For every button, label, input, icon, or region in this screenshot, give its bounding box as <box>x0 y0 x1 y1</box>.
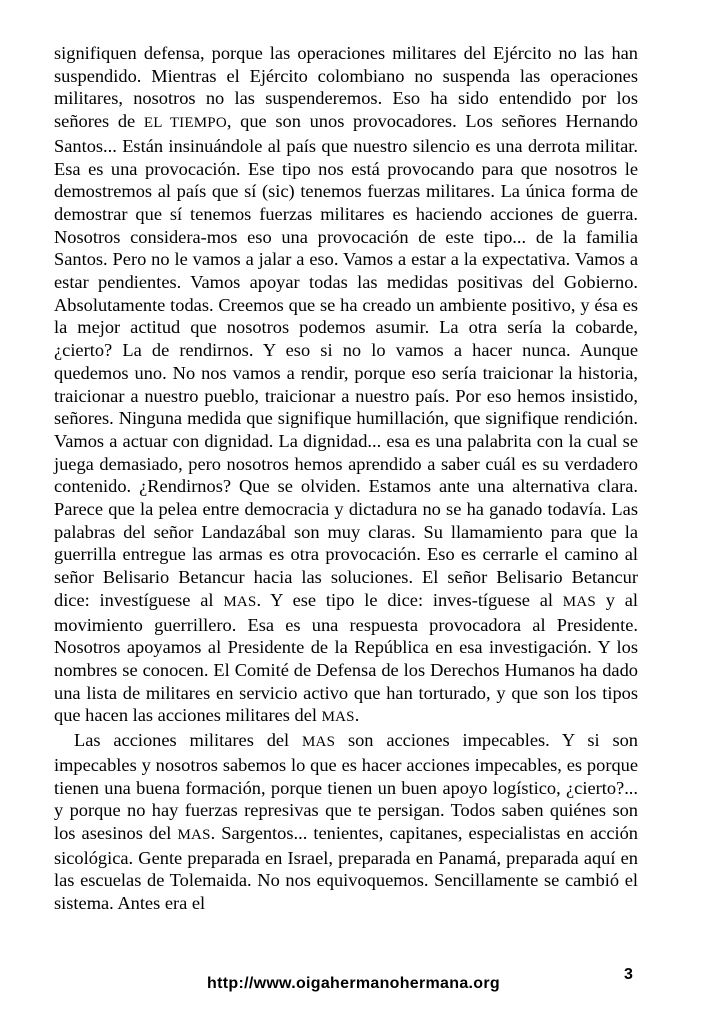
text-run: . Sargentos... tenientes, capitanes, especialistas en acción sicológica. Gente preparada en Israel, preparada en Panamá, preparada aquí en las escuelas de Tolemaida. No nos equivoquemos. Sencillamente se cambió el sistema. Antes era el <box>54 822 638 914</box>
acronym-mas: MAS <box>562 593 596 610</box>
newspaper-name: EL TIEMPO <box>143 115 227 132</box>
text-run: signifiquen defensa, porque las operaciones militares del Ejército no las han suspendido. Mientras el Ejército colombiano no suspenda las operaciones militares, nosotros no las suspenderemos. Eso ha sido entendido por los señores de <box>54 43 638 132</box>
text-run: . <box>354 705 360 726</box>
acronym-mas: MAS <box>177 826 211 843</box>
text-run: , que son unos provocadores. Los señores Hernando Santos... Están insinuándole al país que nuestro silencio es una derrota militar. Esa es una provocación. Ese tipo nos está provocando para que nosotros le demostremos al país que sí (sic) tenemos fuerzas militares. La única forma de demostrar que sí tenemos fuerzas militares es haciendo acciones de guerra. Nosotros considera-mos eso una provocación de este tipo... de la familia Santos. Pero no le vamos a jalar a eso. Vamos a estar a la expectativa. Vamos a estar pendientes. Vamos apoyar todas las medidas positivas del Gobierno. Absolutamente todas. Creemos que se ha creado un ambiente positivo, y ésa es la mejor actitud que nosotros podemos asumir. La otra sería la cobarde, ¿cierto? La de rendirnos. Y eso si no lo vamos a hacer nunca. Aunque quedemos uno. No nos vamos a rendir, porque eso sería traicionar la historia, traicionar a nuestro pueblo, traicionar a nuestro país. Por eso hemos insistido, señores. Ninguna medida que signifique humillación, que signifique rendición. Vamos a actuar con dignidad. La dignidad... esa es una palabrita con la cual se juega demasiado, pero nosotros hemos aprendido a saber cuál es su verdadero contenido. ¿Rendirnos? Que se olviden. Estamos ante una alternativa clara. Parece que la pelea entre democracia y dictadura no se ha ganado todavía. Las palabras del señor Landazábal son muy claras. Su llamamiento para que la guerrilla entregue las armas es otra provocación. Eso es cerrarle el camino al señor Belisario Betancur hacia las soluciones. El señor Belisario Betancur dice: investíguese al <box>54 111 638 610</box>
text-run: Las acciones militares del <box>74 730 302 751</box>
page-number: 3 <box>624 966 633 983</box>
body-text <box>54 42 638 915</box>
text-run: y al movimiento guerrillero. Esa es una respuesta provocadora al Presidente. Nosotros apoyamos al Presidente de la República en esa investigación. Y los nombres se conocen. El Comité de Defensa de los Derechos Humanos ha dado una lista de militares en servicio activo que han torturado, y que son los tipos que hacen las acciones militares del <box>54 589 638 726</box>
acronym-mas: MAS <box>223 593 257 610</box>
footer-url: http://www.oigahermanohermana.org <box>207 975 500 992</box>
acronym-mas: MAS <box>321 709 355 726</box>
paragraph-1 <box>54 42 638 729</box>
text-run: . Y ese tipo le dice: inves-tíguese al <box>256 589 563 610</box>
acronym-mas: MAS <box>302 734 336 751</box>
text-run: son acciones impecables. Y si son impecables y nosotros sabemos lo que es hacer acciones impecables, es porque tienen una buena formación, porque tienen un buen apoyo logístico, ¿cierto?... y porque no hay fuerzas represivas que te persigan. Todos saben quiénes son los asesinos del <box>54 730 638 843</box>
paragraph-2 <box>54 729 638 915</box>
